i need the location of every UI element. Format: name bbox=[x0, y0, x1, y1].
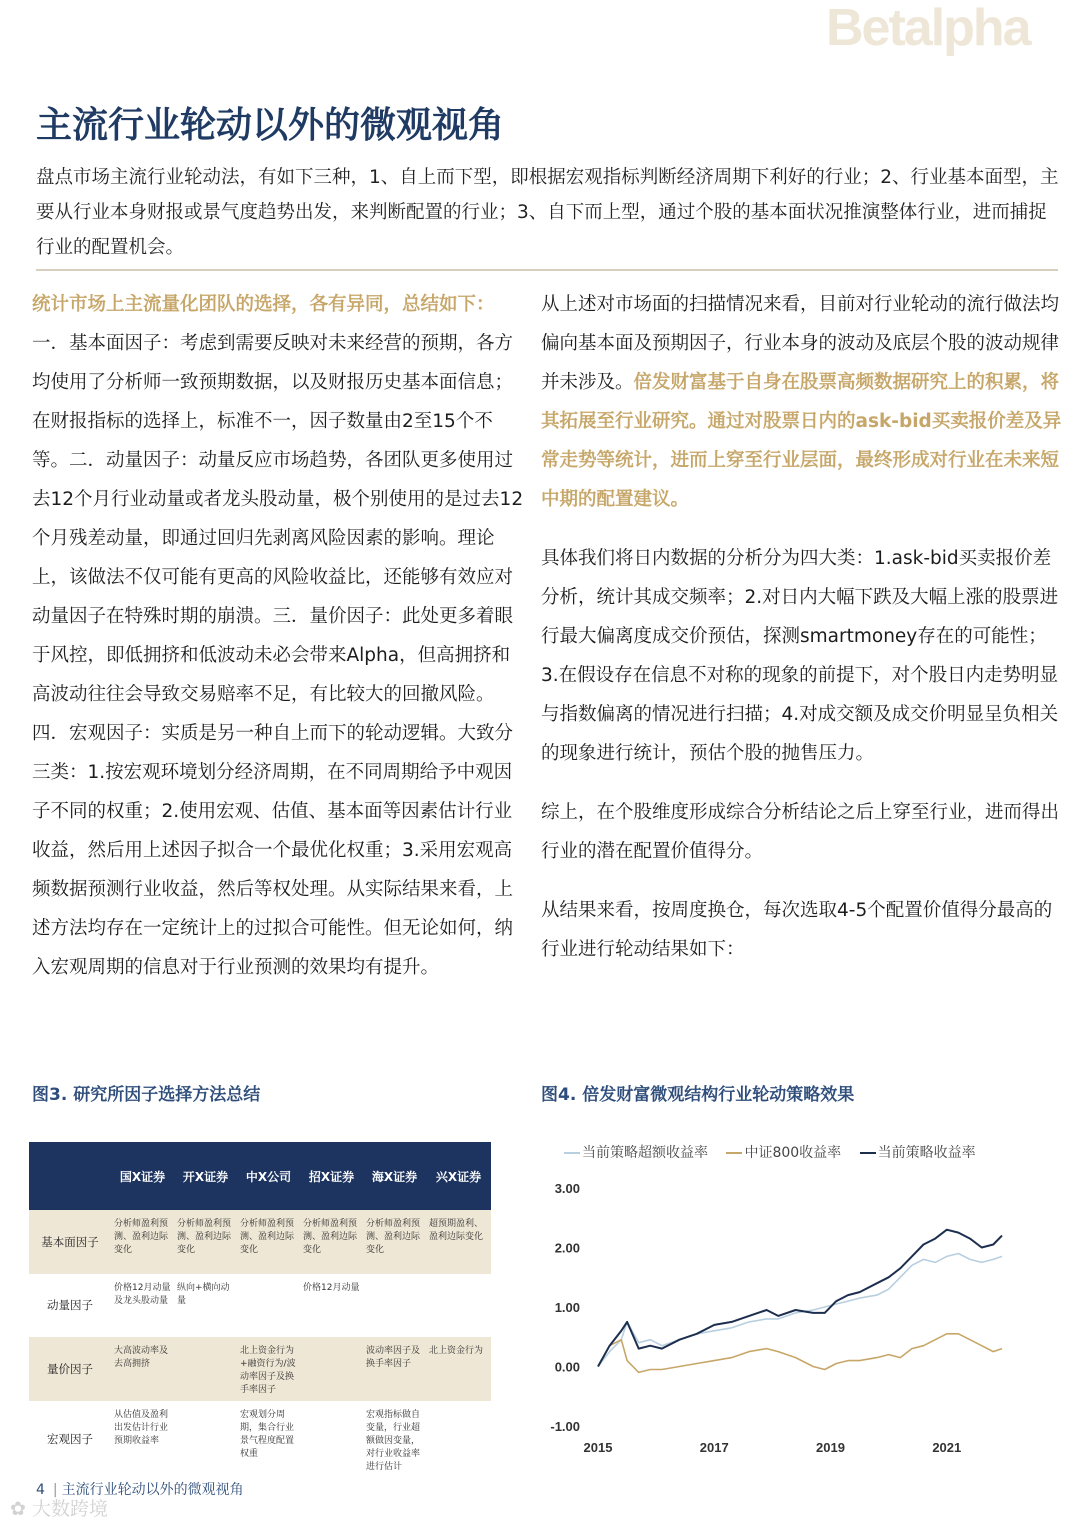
table-cell bbox=[426, 1401, 491, 1478]
series-line-strategy bbox=[598, 1230, 1002, 1367]
table-row bbox=[29, 1337, 491, 1401]
chart-legend bbox=[564, 1142, 990, 1162]
footer-section-title: 主流行业轮动以外的微观视角 bbox=[61, 1482, 244, 1498]
y-tick-label: 3.00 bbox=[554, 1181, 580, 1196]
table-cell: 大高波动率及去高拥挤 bbox=[111, 1337, 174, 1401]
table-cell: 宏观指标做自变量，行业超额做因变量，对行业收益率进行估计 bbox=[363, 1401, 426, 1478]
page-title: 主流行业轮动以外的微观视角 bbox=[36, 105, 505, 146]
y-tick-label: -1.00 bbox=[550, 1419, 580, 1434]
table-cell: 纵向+横向动量 bbox=[174, 1274, 237, 1337]
left-column bbox=[32, 285, 528, 987]
table-header-row bbox=[29, 1142, 491, 1210]
x-tick-label: 2015 bbox=[583, 1440, 613, 1455]
series-line-csi800 bbox=[598, 1334, 1002, 1373]
table-row-label: 宏观因子 bbox=[29, 1401, 111, 1478]
y-tick-label: 1.00 bbox=[554, 1300, 580, 1315]
watermark-text: 大数跨境 bbox=[31, 1498, 108, 1520]
factor-summary-table bbox=[29, 1142, 491, 1478]
right-paragraph-4: 从结果来看，按周度换仓，每次选取4-5个配置价值得分最高的行业进行轮动结果如下： bbox=[541, 900, 1053, 960]
x-tick-label: 2021 bbox=[932, 1440, 962, 1455]
table-cell: 分析师盈利预测、盈利边际变化 bbox=[111, 1210, 174, 1274]
table-cell bbox=[174, 1337, 237, 1401]
left-column-body: 一．基本面因子：考虑到需要反映对未来经营的预期，各方均使用了分析师一致预期数据，以及财报历史基本面信息；在财报指标的选择上，标准不一，因子数量由2至15个不等。二．动量因子：动量反应市场趋势，各团队更多使用过去12个月行业动量或者龙头股动量，极个别使用的是过去12个月残差动量，即通过回归先剥离风险因素的影响。理论上，该做法不仅可能有更高的风险收益比，还能够有效应对动量因子在特殊时期的崩溃。三．量价因子：此处更多着眼于风控，即低拥挤和低波动未必会带来Alpha，但高拥挤和高波动往往会导致交易赔率不足，有比较大的回撤风险。四．宏观因子：实质是另一种自上而下的轮动逻辑。大致分三类：1.按宏观环境划分经济周期，在不同周期给予中观因子不同的权重；2.使用宏观、估值、基本面等因素估计行业收益，然后用上述因子拟合一个最优化权重；3.采用宏观高频数据预测行业收益，然后等权处理。从实际结果来看，上述方法均存在一定统计上的过拟合可能性。但无论如何，纳入宏观周期的信息对于行业预测的效果均有提升。 bbox=[32, 333, 524, 978]
table-cell bbox=[174, 1401, 237, 1478]
table-header-cell: 海X证券 bbox=[363, 1142, 426, 1210]
table-row bbox=[29, 1274, 491, 1337]
right-paragraph-1 bbox=[541, 285, 1063, 519]
table-cell: 波动率因子及换手率因子 bbox=[363, 1337, 426, 1401]
table-header-cell bbox=[29, 1142, 111, 1210]
table-cell: 超预期盈利、盈利边际变化 bbox=[426, 1210, 491, 1274]
watermark-icon: ✿ bbox=[10, 1498, 26, 1520]
right-paragraph-2: 具体我们将日内数据的分析分为四大类：1.ask-bid买卖报价差分析，统计其成交频率；2.对日内大幅下跌及大幅上涨的股票进行最大偏离度成交价预估，探测smartmoney存在的可能性；3.在假设存在信息不对称的现象的前提下，对个股日内走势明显与指数偏离的情况进行扫描；4.对成交额及成交价明显呈负相关的现象进行统计，预估个股的抛售压力。 bbox=[541, 548, 1059, 764]
table-cell: 价格12月动量及龙头股动量 bbox=[111, 1274, 174, 1337]
brand-logo: Betalpha bbox=[826, 0, 1030, 57]
footer-separator: | bbox=[52, 1482, 58, 1498]
table-row bbox=[29, 1401, 491, 1478]
table-header-cell: 国X证券 bbox=[111, 1142, 174, 1210]
legend-swatch bbox=[860, 1152, 876, 1154]
right-paragraph-1-plain: 从上述对市场面的扫描情况来看，目前对行业轮动的流行做法均偏向基本面及预期因子，行业本身的波动及底层个股的波动规律并未涉及。 bbox=[541, 294, 1060, 393]
figure-3-title: 图3. 研究所因子选择方法总结 bbox=[32, 1085, 261, 1105]
table-header-cell: 兴X证券 bbox=[426, 1142, 491, 1210]
figure-4-title: 图4. 倍发财富微观结构行业轮动策略效果 bbox=[541, 1085, 855, 1105]
legend-label: 中证800收益率 bbox=[744, 1145, 842, 1161]
right-paragraph-3: 综上，在个股维度形成综合分析结论之后上穿至行业，进而得出行业的潜在配置价值得分。 bbox=[541, 802, 1060, 862]
table-cell: 北上资金行为 bbox=[426, 1337, 491, 1401]
table-header-cell: 开X证券 bbox=[174, 1142, 237, 1210]
table-cell: 宏观划分周期，集合行业景气程度配置权重 bbox=[237, 1401, 300, 1478]
table-cell bbox=[300, 1337, 363, 1401]
table-cell: 北上资金行为+融资行为/波动率因子及换手率因子 bbox=[237, 1337, 300, 1401]
table-header-cell: 中X公司 bbox=[237, 1142, 300, 1210]
table-cell: 分析师盈利预测、盈利边际变化 bbox=[300, 1210, 363, 1274]
table-cell bbox=[237, 1274, 300, 1337]
table-cell: 分析师盈利预测、盈利边际变化 bbox=[174, 1210, 237, 1274]
table-row-label: 基本面因子 bbox=[29, 1210, 111, 1274]
table-cell: 价格12月动量 bbox=[300, 1274, 363, 1337]
table-cell bbox=[300, 1401, 363, 1478]
legend-item-excess bbox=[564, 1142, 708, 1162]
page-number: 4 bbox=[36, 1482, 45, 1498]
x-tick-label: 2019 bbox=[816, 1440, 845, 1455]
left-column-heading: 统计市场上主流量化团队的选择，各有异同，总结如下： bbox=[32, 294, 495, 315]
right-paragraph-1-highlight: 倍发财富基于自身在股票高频数据研究上的积累，将其拓展至行业研究。通过对股票日内的ask-bid买卖报价差及异常走势等统计，进而上穿至行业层面，最终形成对行业在未来短中期的配置建议。 bbox=[541, 372, 1062, 510]
table-cell bbox=[363, 1274, 426, 1337]
table-row-label: 动量因子 bbox=[29, 1274, 111, 1337]
y-tick-label: 0.00 bbox=[554, 1359, 580, 1375]
intro-paragraph: 盘点市场主流行业轮动法，有如下三种，1、自上而下型，即根据宏观指标判断经济周期下利好的行业；2、行业基本面型，主要从行业本身财报或景气度趋势出发，来判断配置的行业；3、自下而上型，通过个股的基本面状况推演整体行业，进而捕捉行业的配置机会。 bbox=[36, 167, 1059, 258]
table-header-cell: 招X证券 bbox=[300, 1142, 363, 1210]
legend-swatch bbox=[726, 1152, 742, 1154]
table-cell: 分析师盈利预测、盈利边际变化 bbox=[363, 1210, 426, 1274]
table-cell bbox=[426, 1274, 491, 1337]
legend-item-csi800 bbox=[726, 1142, 841, 1162]
watermark bbox=[10, 1494, 108, 1521]
legend-swatch bbox=[564, 1152, 580, 1154]
legend-label: 当前策略超额收益率 bbox=[582, 1145, 708, 1161]
x-tick-label: 2017 bbox=[699, 1440, 729, 1455]
section-divider bbox=[36, 269, 1058, 271]
table-cell: 从估值及盈利出发估计行业预期收益率 bbox=[111, 1401, 174, 1478]
legend-item-strategy bbox=[860, 1142, 976, 1162]
strategy-performance-chart bbox=[540, 1170, 1020, 1465]
right-column bbox=[541, 285, 1063, 969]
table-row bbox=[29, 1210, 491, 1274]
table-row-label: 量价因子 bbox=[29, 1337, 111, 1401]
legend-label: 当前策略收益率 bbox=[877, 1145, 976, 1161]
y-tick-label: 2.00 bbox=[554, 1240, 580, 1256]
table-cell: 分析师盈利预测、盈利边际变化 bbox=[237, 1210, 300, 1274]
